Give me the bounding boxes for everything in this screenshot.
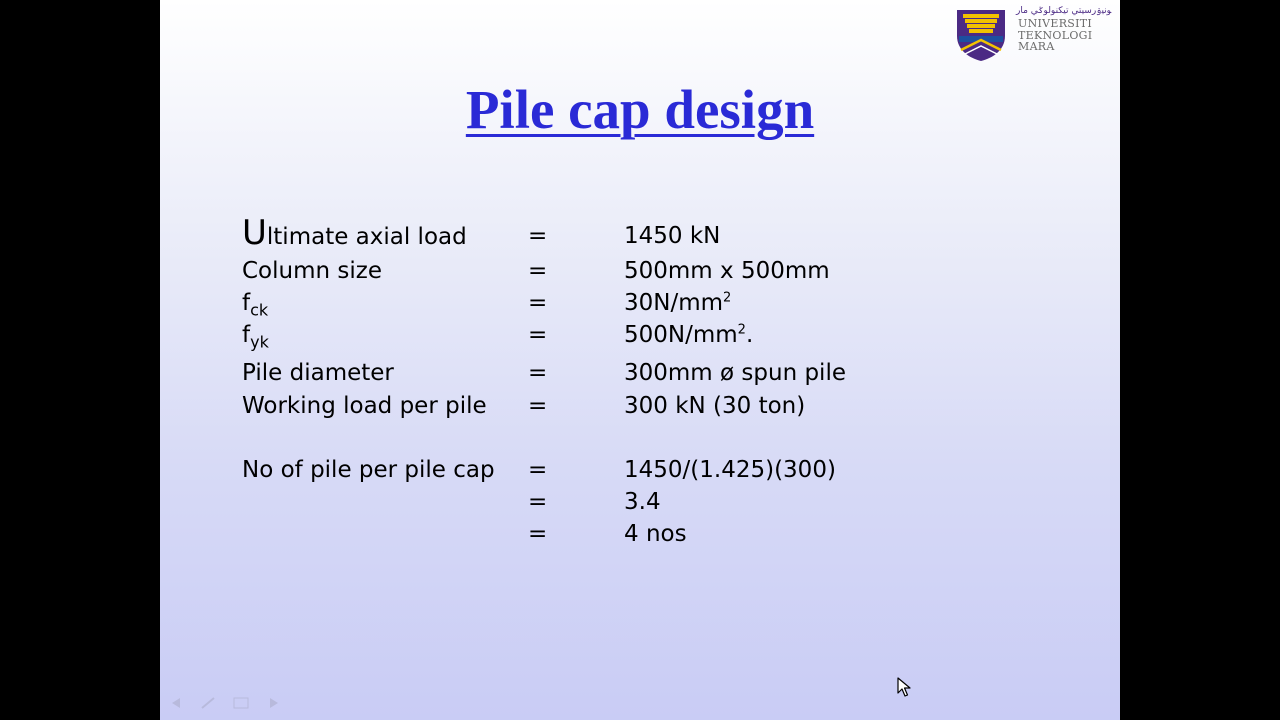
row-value: 300mm ø spun pile	[624, 360, 846, 386]
slide-title: Pile cap design	[465, 79, 815, 140]
next-icon[interactable]	[264, 694, 282, 706]
label-subscript: ck	[250, 300, 269, 320]
pen-icon[interactable]	[200, 694, 218, 706]
slide	[160, 0, 1120, 720]
label-main: f	[242, 322, 251, 348]
uitm-logo	[953, 6, 1118, 62]
logo-line-3: MARA	[1018, 40, 1055, 53]
slideshow-controls	[168, 694, 282, 706]
label-subscript: yk	[250, 332, 269, 352]
logo-line-1: UNIVERSITI	[1018, 17, 1093, 30]
value-superscript: 2	[723, 290, 732, 306]
label-main: f	[242, 290, 251, 316]
row-label	[242, 213, 467, 253]
row-result-nos	[160, 521, 1120, 553]
label-initial: U	[242, 213, 267, 253]
value-main: 500N/mm	[624, 322, 738, 348]
equals-sign: =	[528, 258, 548, 284]
equals-sign: =	[528, 223, 548, 249]
row-label	[242, 322, 269, 352]
row-value: 500mm x 500mm	[624, 258, 830, 284]
row-value	[624, 290, 731, 316]
equals-sign: =	[528, 521, 548, 547]
value-tail: .	[745, 322, 754, 348]
row-fyk	[160, 322, 1120, 354]
equals-sign: =	[528, 489, 548, 515]
row-value	[624, 322, 753, 348]
value-main: 30N/mm	[624, 290, 724, 316]
row-fck	[160, 290, 1120, 322]
equals-sign: =	[528, 360, 548, 386]
row-value: 300 kN (30 ton)	[624, 393, 806, 419]
row-column-size	[160, 258, 1120, 290]
label-rest: ltimate axial load	[266, 224, 467, 250]
mouse-pointer-icon	[897, 677, 911, 697]
previous-icon[interactable]	[168, 694, 186, 706]
row-value: 1450/(1.425)(300)	[624, 457, 836, 483]
row-label: Column size	[242, 258, 382, 284]
row-no-of-pile	[160, 457, 1120, 489]
logo-wordmark	[1018, 18, 1092, 53]
row-pile-diameter	[160, 360, 1120, 392]
row-value: 4 nos	[624, 521, 687, 547]
equals-sign: =	[528, 290, 548, 316]
row-result-decimal	[160, 489, 1120, 521]
row-label	[242, 290, 268, 320]
logo-jawi-text: ﻮﻧﻴۏرسيتي تيكنولوݢي مار	[1016, 6, 1112, 16]
row-value: 3.4	[624, 489, 661, 515]
row-working-load	[160, 393, 1120, 425]
row-label: Pile diameter	[242, 360, 394, 386]
menu-icon[interactable]	[232, 694, 250, 706]
row-label: No of pile per pile cap	[242, 457, 495, 483]
equals-sign: =	[528, 457, 548, 483]
row-ultimate-axial-load	[160, 213, 1120, 253]
equals-sign: =	[528, 393, 548, 419]
value-superscript: 2	[737, 322, 746, 338]
uitm-emblem-icon	[953, 6, 1009, 62]
equals-sign: =	[528, 322, 548, 348]
row-value: 1450 kN	[624, 223, 721, 249]
logo-line-2: TEKNOLOGI	[1018, 28, 1093, 42]
row-label: Working load per pile	[242, 393, 487, 419]
